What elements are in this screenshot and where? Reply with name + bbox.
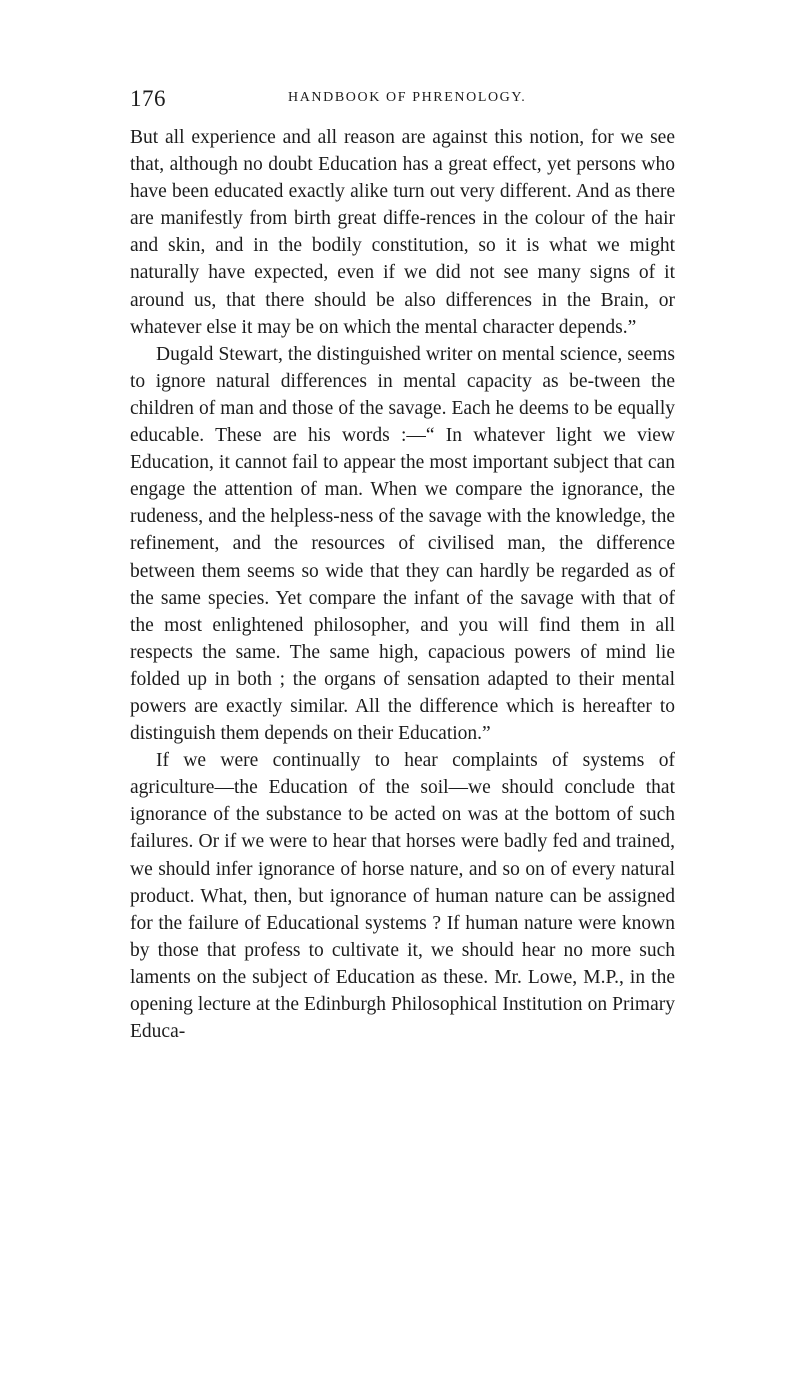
page-number: 176: [130, 86, 166, 111]
body-text: [130, 124, 675, 1045]
running-head: [130, 86, 675, 112]
running-title: HANDBOOK OF PHRENOLOGY.: [288, 90, 527, 105]
paragraph-continued: But all experience and all reason are against this notion, for we see that, although no doubt Education has a great effect, yet persons who have been educated exactly alike turn out very different. And as there are manifestly from birth great diffe-rences in the colour of the hair and skin, and in the bodily constitution, so it is what we might naturally have expected, even if we did not see many signs of it around us, that there should be also differences in the Brain, or whatever else it may be on which the mental character depends.”: [130, 127, 675, 338]
paragraph-agriculture: If we were continually to hear complaints of systems of agriculture—the Education of the soil—we should conclude that ignorance of the substance to be acted on was at the bottom of such failures. Or if we were to hear that horses were badly fed and trained, we should infer ignorance of horse nature, and so on of every natural product. What, then, but ignorance of human nature can be assigned for the failure of Educational systems ? If human nature were known by those that profess to cultivate it, we should hear no more such laments on the subject of Education as these. Mr. Lowe, M.P., in the opening lecture at the Edinburgh Philosophical Institution on Primary Educa-: [130, 750, 675, 1043]
paragraph-dugald-stewart: Dugald Stewart, the distinguished writer on mental science, seems to ignore natural differences in mental capacity as be-tween the children of man and those of the savage. Each he deems to be equally educable. These are his words :—“ In whatever light we view Education, it cannot fail to appear the most important subject that can engage the attention of man. When we compare the ignorance, the rudeness, and the helpless-ness of the savage with the knowledge, the refinement, and the resources of civilised man, the difference between them seems so wide that they can hardly be regarded as of the same species. Yet compare the infant of the savage with that of the most enlightened philosopher, and you will find them in all respects the same. The same high, capacious powers of mind lie folded up in both ; the organs of sensation adapted to their mental powers are exactly similar. All the difference which is hereafter to distinguish them depends on their Education.”: [130, 343, 675, 745]
